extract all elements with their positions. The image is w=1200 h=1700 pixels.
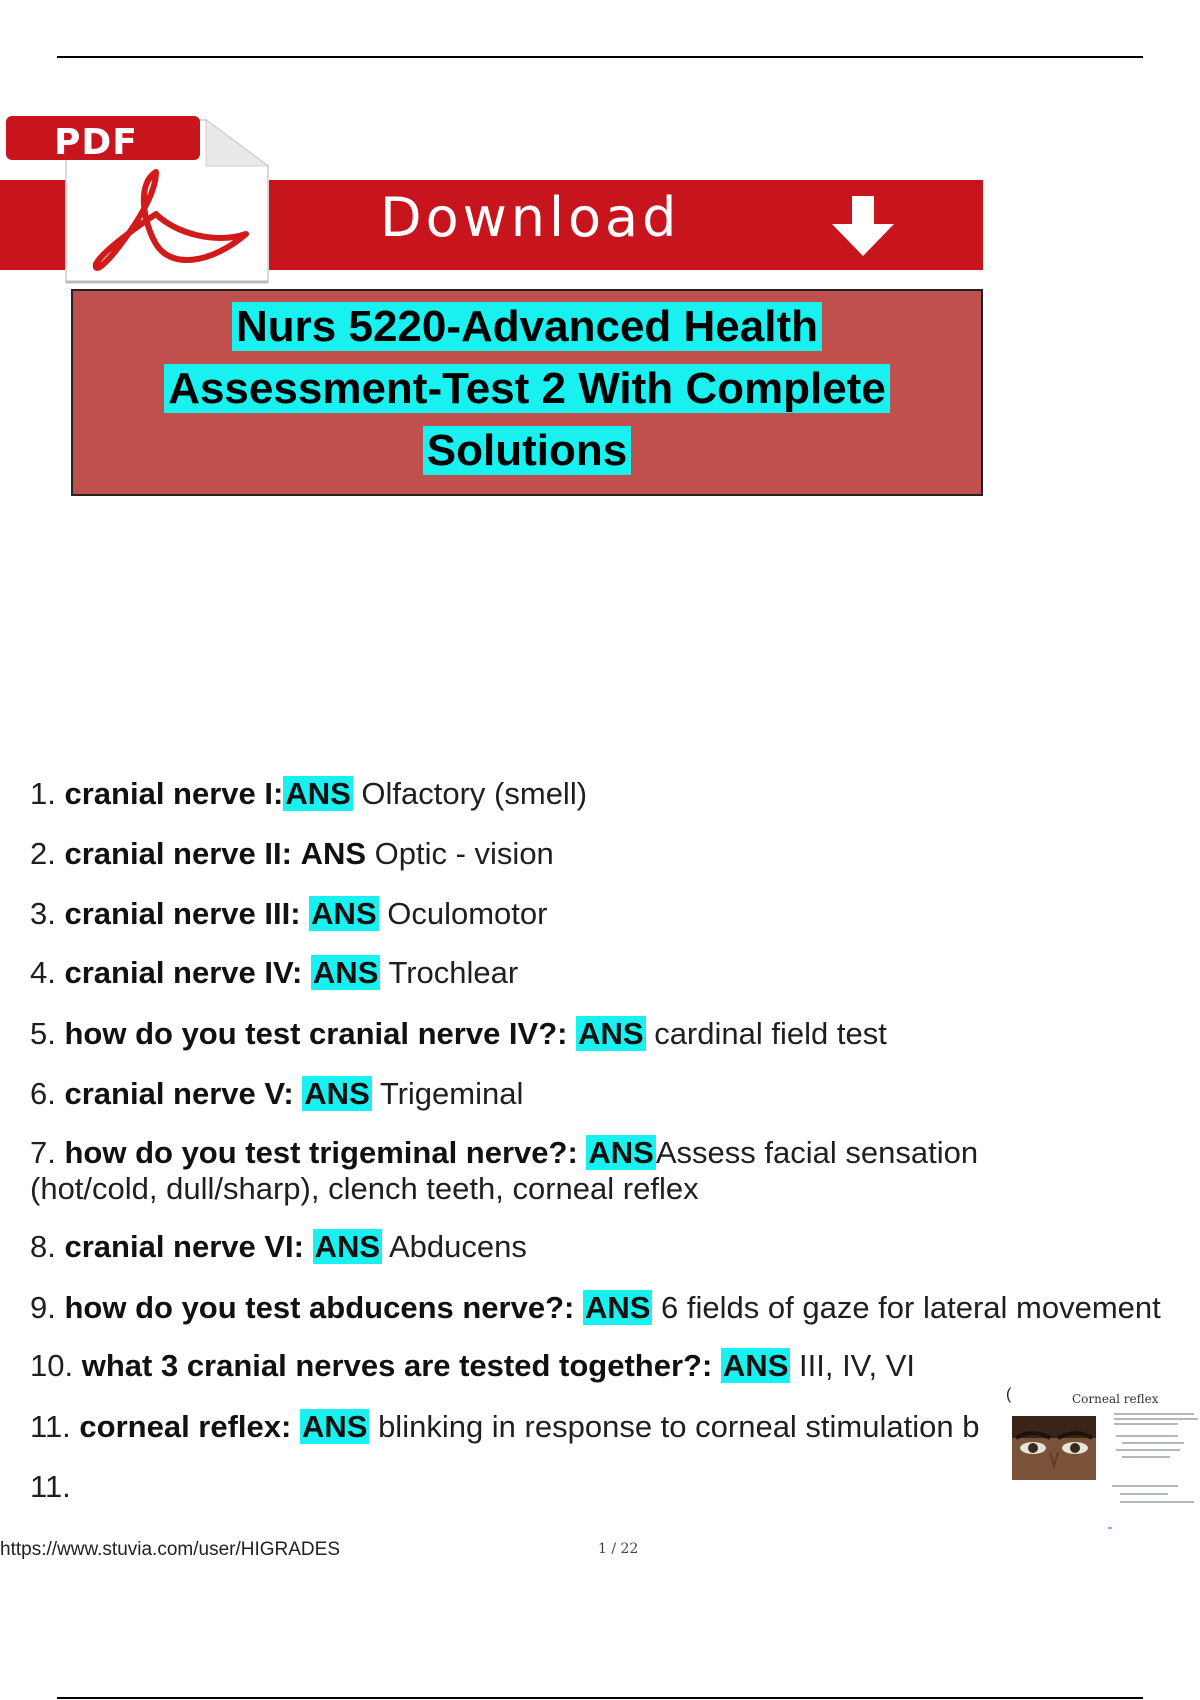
thumbnail-text-lines	[1108, 1410, 1200, 1542]
question-text: what 3 cranial nerves are tested together?:	[81, 1348, 713, 1383]
answer-text: III, IV, VI	[799, 1348, 916, 1383]
question-text: how do you test cranial nerve IV?:	[64, 1016, 568, 1051]
list-item	[30, 1229, 527, 1265]
ans-label: ANS	[300, 836, 367, 871]
list-item	[30, 1016, 887, 1052]
list-item	[30, 836, 554, 872]
ans-label: ANS	[578, 1016, 644, 1051]
item-number: 2.	[30, 836, 56, 871]
item-number: 4.	[30, 955, 56, 990]
pdf-file-icon	[6, 114, 276, 284]
ans-label: ANS	[722, 1348, 789, 1383]
footer-url-link[interactable]: https://www.stuvia.com/user/HIGRADES	[0, 1539, 340, 1560]
list-item-corneal-reflex	[30, 1469, 1008, 1505]
question-text: cranial nerve II:	[64, 836, 292, 871]
question-text: how do you test abducens nerve?:	[64, 1290, 575, 1325]
answer-text: cardinal field test	[654, 1016, 887, 1051]
answer-text: Olfactory (smell)	[361, 776, 588, 811]
list-item	[30, 1135, 978, 1207]
answer-text: Assess facial sensation	[655, 1135, 979, 1170]
answer-text: Trochlear	[388, 955, 519, 990]
bottom-rule	[57, 1697, 1143, 1699]
question-text: cranial nerve IV:	[64, 955, 303, 990]
list-item	[30, 1348, 915, 1384]
pdf-label: PDF	[54, 122, 138, 163]
item-number: 8.	[30, 1229, 56, 1264]
download-label[interactable]: Download	[380, 186, 681, 249]
question-text: cranial nerve VI:	[64, 1229, 304, 1264]
ans-label: ANS	[304, 1076, 370, 1111]
item-number: 7.	[30, 1135, 56, 1170]
item-number: 1.	[30, 776, 56, 811]
answer-text: blinking in response to corneal stimulation b	[378, 1409, 980, 1444]
answer-text: Optic - vision	[374, 836, 554, 871]
question-text: how do you test trigeminal nerve?:	[64, 1135, 578, 1170]
list-item	[30, 776, 587, 812]
ans-label: ANS	[312, 955, 379, 990]
item-number: 10.	[30, 1348, 74, 1383]
title-line-3: Solutions	[423, 426, 631, 475]
item-number: 6.	[30, 1076, 56, 1111]
list-item	[30, 1076, 523, 1112]
list-item	[30, 1409, 979, 1445]
document-title	[71, 296, 983, 482]
item-number: 11.	[30, 1469, 71, 1504]
list-item	[30, 955, 518, 991]
eye-photo-icon	[1012, 1416, 1096, 1480]
ans-label: ANS	[285, 776, 351, 811]
page-number: 1 / 22	[598, 1541, 639, 1557]
answer-text: Trigeminal	[379, 1076, 524, 1111]
ans-label: ANS	[588, 1135, 654, 1170]
list-item	[30, 1290, 1161, 1326]
ans-label: ANS	[584, 1290, 651, 1325]
ans-label: ANS	[301, 1409, 368, 1444]
item-number: 11.	[30, 1409, 71, 1444]
answer-text: Oculomotor	[387, 896, 548, 931]
top-rule	[57, 56, 1143, 58]
list-item	[30, 896, 547, 932]
question-text: corneal reflex:	[79, 1409, 292, 1444]
question-text: cranial nerve V:	[64, 1076, 294, 1111]
question-text: cranial nerve III:	[64, 896, 301, 931]
ans-label: ANS	[311, 896, 377, 931]
answer-text: Abducens	[388, 1229, 527, 1264]
title-line-2: Assessment-Test 2 With Complete	[164, 364, 890, 413]
item-number: 3.	[30, 896, 56, 931]
item-number: 5.	[30, 1016, 56, 1051]
download-arrow-icon[interactable]	[828, 194, 898, 258]
answer-text-continued: (hot/cold, dull/sharp), clench teeth, corneal reflex	[30, 1171, 699, 1206]
question-text: cranial nerve I:	[64, 776, 284, 811]
thumbnail-corner-mark: (	[1006, 1386, 1012, 1403]
item-number: 9.	[30, 1290, 56, 1325]
thumbnail-title: Corneal reflex	[1072, 1392, 1159, 1406]
answer-text: 6 fields of gaze for lateral movement	[661, 1290, 1161, 1325]
ans-label: ANS	[314, 1229, 381, 1264]
title-line-1: Nurs 5220-Advanced Health	[232, 302, 822, 351]
